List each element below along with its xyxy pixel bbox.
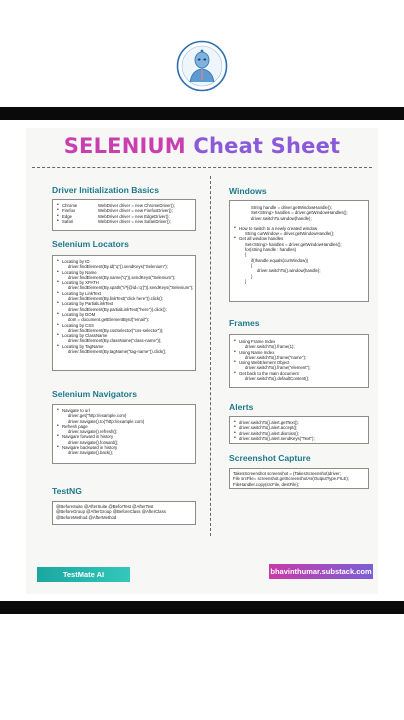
frames-heading: Frames bbox=[229, 318, 260, 328]
frame-item: • Using Frame Index driver.switchTo().frame(1); bbox=[233, 339, 365, 350]
alert-item: • driver.switchTo().alert.sendKeys("Text"); bbox=[233, 436, 365, 441]
navigator-item: • Navigate to url driver.get("http://example.com) driver.navigate().to("http://example.com) bbox=[56, 408, 192, 424]
windows-code-line: driver.switchTo.window(handle); bbox=[251, 215, 312, 221]
driver-init-row: • Safari WebDriver driver = new SafariDriver(); bbox=[56, 219, 192, 224]
testng-line: @BeforeGroup @AfterGroup @BeforeClass @AfterClass bbox=[56, 509, 166, 515]
testng-heading: TestNG bbox=[52, 486, 82, 496]
screenshot-line: FileHandler.copy(srcFile, destFile); bbox=[233, 481, 300, 487]
screenshot-box bbox=[229, 468, 369, 489]
windows-box bbox=[229, 200, 369, 302]
cheat-sheet bbox=[26, 128, 378, 594]
alerts-heading: Alerts bbox=[229, 402, 254, 412]
navigators-box bbox=[52, 404, 196, 464]
locator-item: • Locating by LinkText driver.findElement(By.linkText("click here")).click(); bbox=[56, 291, 192, 302]
windows-item: • Get all window handles Set<String> handles = driver.getWindowHandles(); for(string handle : handles) { if(!handle.equals(curWindow)) { driver.switchTo().window(handle); } } bbox=[233, 236, 365, 284]
driver-init-box bbox=[52, 199, 196, 231]
locator-item: • Locating by PartialLinkText driver.findElement(By.partialLinkText("here")).click(); bbox=[56, 301, 192, 312]
page-title bbox=[26, 134, 378, 158]
screenshot-line: File srcFile= screenshot.getScreenshotAs(OutputType.FILE); bbox=[233, 476, 349, 482]
locators-heading: Selenium Locators bbox=[52, 239, 129, 249]
testng-line: @BeforeMethod @AfterMethod bbox=[56, 514, 117, 520]
horizontal-divider bbox=[32, 167, 372, 168]
windows-heading: Windows bbox=[229, 186, 267, 196]
testng-box bbox=[52, 501, 196, 525]
vertical-divider bbox=[210, 176, 211, 536]
testmate-badge: TestMate AI bbox=[37, 567, 130, 582]
alert-item: • driver.switchTo().alert.getText(); bbox=[233, 420, 365, 425]
substack-link[interactable]: bhavinthumar.substack.com bbox=[269, 564, 373, 579]
driver-init-row: • Firefox WebDriver driver = new FirefoxDriver(); bbox=[56, 208, 192, 213]
navigator-item: • Navigare backward in history driver.navigate().back(); bbox=[56, 445, 192, 456]
bottom-black-band bbox=[0, 601, 404, 614]
windows-code-line: String handle = driver.getWindowHandle(); bbox=[251, 205, 332, 210]
locator-item: • Locating by ClassName driver.findElement(By.className("class-name")); bbox=[56, 333, 192, 344]
navigators-heading: Selenium Navigators bbox=[52, 389, 138, 399]
frames-box bbox=[229, 334, 369, 388]
title-part-selenium: SELENIUM bbox=[63, 134, 186, 158]
testng-line: @BeforeSuite @AfterSuite @BeforTest @AfterTest bbox=[56, 504, 154, 509]
robot-logo-icon bbox=[176, 40, 228, 92]
profile-logo bbox=[176, 40, 228, 92]
alert-item: • driver.switchTo().alert.accept(); bbox=[233, 425, 365, 430]
locator-item: • Locating by TagName driver.findElement(By.tagName("tag-name")).click(); bbox=[56, 344, 192, 355]
driver-init-heading: Driver Initialization Basics bbox=[52, 185, 159, 195]
screenshot-heading: Screenshot Capture bbox=[229, 453, 311, 463]
locator-item: • Locating by ID driver.findElement(By.id("q")).sendKeys("Selenium"); bbox=[56, 259, 192, 270]
locator-item: • Locating by XPATH driver.findElement(By.xpath("//*[@id='q']")).sendKeys("Selenium"); bbox=[56, 280, 192, 291]
navigator-item: • Navigare forward in history driver.navigate().forward(); bbox=[56, 434, 192, 445]
locator-item: • Locating by DOM dom = document.getElementById("email"); bbox=[56, 312, 192, 323]
driver-init-row: • Chrome WebDriver driver = new ChromeDriver(); bbox=[56, 203, 192, 208]
locator-item: • Locating by CSS driver.findElement(By.cssSelector("css-selector")); bbox=[56, 323, 192, 334]
top-black-band bbox=[0, 107, 404, 120]
frame-item: • Using WebElement Object driver.switchTo().frame("element"); bbox=[233, 360, 365, 371]
frame-item: • Using Name Index driver.switchTo().frame("name"); bbox=[233, 350, 365, 361]
navigator-item: • Refresh page driver.navigate().refresh(); bbox=[56, 424, 192, 435]
title-part-cheat-sheet: Cheat Sheet bbox=[193, 134, 341, 158]
screenshot-line: TakesScreenshot screenshot = (TakesScreenshot)driver; bbox=[233, 471, 341, 476]
windows-item: • How to switch to a newly created window String curWindow = driver.getWindowHandle(); bbox=[233, 226, 365, 237]
locator-item: • Locating by Name driver.findElement(By.name("q")).sendKeys("Selenium"); bbox=[56, 270, 192, 281]
alerts-box bbox=[229, 416, 369, 444]
locators-box bbox=[52, 255, 196, 371]
windows-code-line: Set<String> handles = driver.getWindowHandles(); bbox=[251, 210, 348, 216]
alert-item: • driver.switchTo().alert.dismiss(); bbox=[233, 431, 365, 436]
frame-item: • Get back to the main document driver.switchTo().defaultContent(); bbox=[233, 371, 365, 382]
driver-init-row: • Edge WebDriver driver = new EdgeDriver(); bbox=[56, 214, 192, 219]
